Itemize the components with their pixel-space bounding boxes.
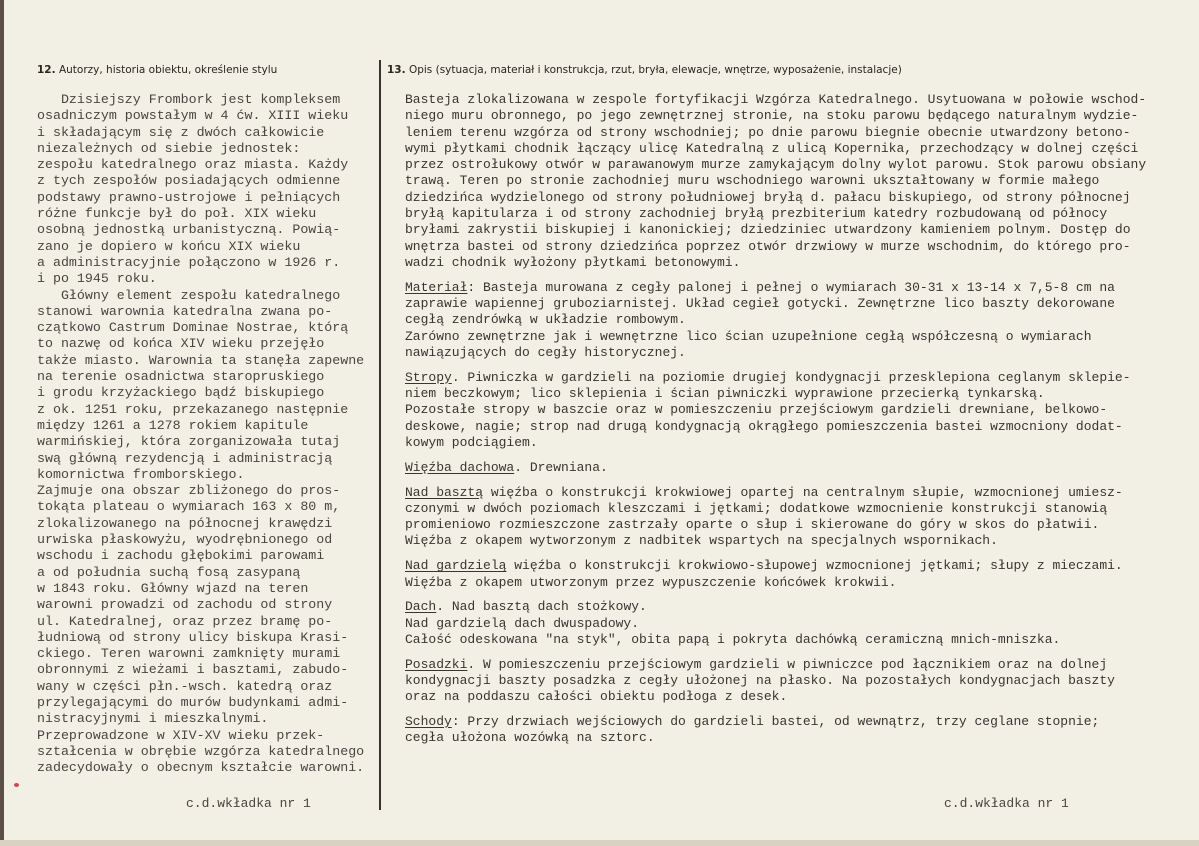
text-line: dziedzińca wydzielonego od strony południowej bryłą d. pałacu biskupiego, od strony północnej	[405, 189, 1131, 205]
text-line: Całość odeskowana "na styk", obita papą i pokryta dachówką ceramiczną mnich-mniszka.	[405, 631, 1061, 647]
text-fragment: : Basteja murowana z cegły palonej i pełnej o wymiarach 30-31 x 13-14 x 7,5-8 cm na	[467, 279, 1115, 295]
paragraph-heading: Stropy	[405, 369, 452, 385]
section-13-title: Opis (sytuacja, materiał i konstrukcja, rzut, bryła, elewacje, wnętrze, wyposażenie, instalacje)	[408, 64, 902, 76]
paragraph-heading: Nad gardzielą	[405, 558, 507, 574]
text-line: a od południa suchą fosą zasypaną	[37, 564, 301, 580]
description-paragraph	[405, 460, 1146, 476]
text-line: kondygnacji baszty posadzka z cegły ułożonej na płasko. Na pozostałych kondygnacjach baszty	[405, 673, 1115, 688]
text-line: swą główną rezydencją i administracją	[37, 450, 333, 466]
text-line: komornictwa fromborskiego.	[37, 466, 245, 482]
section-12-header	[37, 64, 277, 76]
text-line: zlokalizowanego na północnej krawędzi	[37, 515, 333, 531]
text-line: wadzi chodnik wyłożony płytkami betonowymi.	[405, 254, 741, 270]
text-line: warmińskiej, która zorganizowała tutaj	[37, 434, 341, 450]
text-line: ształcenia w obrębie wzgórza katedralnego	[37, 743, 365, 759]
text-line	[405, 485, 1146, 501]
text-line: wnętrza bastei od strony dziedzińca poprzez otwór drzwiowy w murze wschodnim, do którego pro-	[405, 238, 1131, 254]
description-paragraph	[405, 485, 1146, 550]
column-divider	[379, 60, 381, 810]
text-line: wany w części płn.-wsch. katedrą oraz	[37, 678, 333, 694]
text-line: obronnymi z wieżami i basztami, zabudo-	[37, 662, 349, 678]
description-paragraph	[405, 657, 1146, 706]
paragraph-heading: Nad basztą	[405, 484, 484, 500]
paragraph-heading: Dach	[405, 599, 437, 615]
text-line: ul. Katedralnej, oraz przez bramę po-	[37, 613, 333, 629]
text-line	[405, 280, 1146, 296]
text-line: urwiska płaskowyżu, wyodrębnionego od	[37, 532, 333, 548]
text-line: łudniową od strony ulicy biskupa Krasi-	[37, 629, 349, 645]
text-line: trawą. Teren po stronie zachodniej muru wschodniego warowni ukształtowany w formie małego	[405, 173, 1100, 189]
text-line: zadecydowały o obecnym kształcie warowni.	[37, 760, 365, 776]
text-line: nawiązujących do cegły historycznej.	[405, 344, 686, 360]
text-line: niego muru obronnego, po jego zewnętrznej stronie, na stoku parowu będącego naturalnym wydzie-	[405, 108, 1139, 124]
text-line: oraz na poddaszu całości obiektu podłoga z desek.	[405, 689, 788, 705]
description-paragraph	[405, 280, 1146, 361]
description-paragraph	[405, 558, 1146, 591]
text-line: warowni prowadzi od zachodu od strony	[37, 597, 333, 613]
text-line: promieniowo rozmieszczone zastrzały oparte o słup i skierowane do góry w skos do płatwii.	[405, 517, 1100, 533]
text-line: kowym podciągiem.	[405, 434, 538, 450]
text-line: zespołu katedralnego oraz miasta. Każdy	[37, 157, 349, 173]
text-line: osadniczym powstałym w 4 ćw. XIII wieku	[37, 108, 349, 124]
text-fragment: więźba o konstrukcji krokwiowej opartej na centralnym słupie, wzmocnionej umiesz-	[483, 484, 1123, 500]
text-line: bryłami zakrystii biskupiej i kanonickiej; dziedziniec utwardzony kamieniem polnym. Dostęp do	[405, 222, 1131, 238]
text-line: także miasto. Warownia ta stanęła zapewne	[37, 352, 365, 368]
text-line: wymi płytkami chodnik łączący ulicę Katedralną z ulicą Kopernika, przechodzący w dolnej części	[405, 140, 1139, 156]
text-line: czonymi w dwóch poziomach kleszczami i jętkami; dodatkowe wzmocnienie konstrukcji stanowią	[405, 500, 1108, 516]
text-line: tokąta plateau o wymiarach 163 x 80 m,	[37, 499, 341, 515]
text-line: zaprawie wapiennej gruboziarnistej. Układ cegieł gotycki. Zewnętrzne lico baszty dekorowane	[405, 296, 1115, 312]
text-line	[405, 370, 1146, 386]
text-line	[405, 460, 1146, 476]
paragraph-heading: Materiał	[405, 279, 468, 295]
text-line: Zajmuje ona obszar zbliżonego do pros-	[37, 483, 341, 499]
text-line: Główny element zespołu katedralnego	[37, 287, 341, 303]
text-line: osobną jednostką urbanistyczną. Powią-	[37, 222, 341, 238]
text-line: w 1843 roku. Główny wjazd na teren	[37, 580, 309, 596]
text-line: różne funkcje był do poł. XIX wieku	[37, 206, 317, 222]
text-line	[405, 599, 1146, 615]
text-line: Dzisiejszy Frombork jest kompleksem	[37, 92, 341, 107]
description-paragraph	[405, 599, 1146, 648]
text-line: Więźba z okapem utworzonym przez wypuszczenie końcówek krokwii.	[405, 574, 897, 590]
text-fragment: więźba o konstrukcji krokwiowo-słupowej wzmocnionej jętkami; słupy z mieczami.	[506, 558, 1123, 574]
text-line: nistracyjnymi i mieszkalnymi.	[37, 711, 269, 727]
text-line: ckiego. Teren warowni zamknięty murami	[37, 646, 341, 662]
text-line	[405, 714, 1146, 730]
text-line: przez ostrołukowy otwór w parawanowym murze zamykającym dolny wylot parowu. Stok parowu obsiany	[405, 157, 1147, 173]
text-line: z tych zespołów posiadających odmienne	[37, 173, 341, 189]
text-line: Więźba z okapem wytworzonym z nadbitek wspartych na specjalnych wspornikach.	[405, 533, 998, 549]
text-line: z ok. 1251 roku, przekazanego następnie	[37, 401, 349, 417]
text-line	[405, 558, 1146, 574]
red-mark	[14, 783, 19, 787]
text-line: Pozostałe stropy w baszcie oraz w pomieszczeniu przejściowym gardzieli drewniane, belkowo-	[405, 402, 1108, 418]
scan-edge-bottom	[0, 840, 1199, 846]
text-fragment: . Nad basztą dach stożkowy.	[436, 599, 647, 615]
text-line: Przeprowadzone w XIV-XV wieku przek-	[37, 727, 325, 743]
text-line: cegłą zendrówką w układzie rombowym.	[405, 312, 686, 328]
description-paragraph	[405, 370, 1146, 451]
description-paragraph	[405, 714, 1146, 747]
text-fragment: . Piwniczka w gardzieli na poziomie drugiej kondygnacji przesklepiona ceglanym sklepie-	[451, 369, 1131, 385]
text-line: stanowi warownia katedralna zwana po-	[37, 303, 333, 319]
text-line: a administracyjnie połączono w 1926 r.	[37, 254, 341, 270]
section-12-number: 12.	[37, 64, 56, 76]
text-fragment: : Przy drzwiach wejściowych do gardzieli bastei, od wewnątrz, trzy ceglane stopnie;	[451, 714, 1100, 730]
right-continuation-note: c.d.wkładka nr 1	[944, 796, 1069, 811]
scan-edge-left	[0, 0, 4, 846]
section-13-number: 13.	[387, 64, 406, 76]
text-line: między 1261 a 1278 rokiem kapitule	[37, 417, 309, 433]
text-line: to nazwę od końca XIV wieku przejęło	[37, 336, 325, 352]
text-line: Zarówno zewnętrzne jak i wewnętrzne lico ścian uzupełnione cegłą współczesną o wymiarach	[405, 328, 1092, 344]
text-line: i po 1945 roku.	[37, 271, 157, 287]
text-line	[405, 92, 1146, 108]
text-line: podstawy prawno-ustrojowe i pełniących	[37, 189, 341, 205]
text-fragment: . Drewniana.	[514, 459, 608, 475]
text-line: i grodu krzyżackiego bądź biskupiego	[37, 385, 325, 401]
text-line: przylegającymi do murów budynkami admi-	[37, 694, 349, 710]
description-text	[405, 92, 1146, 755]
text-line: wschodu i zachodu głębokimi parowami	[37, 548, 325, 564]
history-text	[37, 92, 364, 776]
text-line: niezależnych od siebie jednostek:	[37, 140, 301, 156]
text-line: Nad gardzielą dach dwuspadowy.	[405, 615, 640, 631]
section-13-header	[387, 64, 902, 76]
description-paragraph	[405, 92, 1146, 271]
text-line: niem beczkowym; lico sklepienia i ścian piwniczki wyprawione przecierką tynkarską.	[405, 386, 1045, 402]
text-line: deskowe, nagie; strop nad drugą kondygnacją okrągłego pomieszczenia bastei wzmocniony dodat-	[405, 418, 1123, 434]
left-continuation-note: c.d.wkładka nr 1	[186, 796, 311, 811]
paragraph-heading: Więźba dachowa	[405, 459, 515, 475]
text-line: leniem terenu wzgórza od strony wschodniej; po dnie parowu biegnie obecnie utwardzony betono-	[405, 124, 1131, 140]
text-line: czątkowo Castrum Dominae Nostrae, którą	[37, 320, 349, 336]
text-line: bryłą kapitularza i od strony zachodniej bryłą prezbiterium katedry rozbudowaną od północy	[405, 206, 1108, 222]
paragraph-heading: Posadzki	[405, 656, 468, 672]
text-line: cegła ułożona wozówką na sztorc.	[405, 730, 655, 746]
text-fragment: Basteja zlokalizowana w zespole fortyfikacji Wzgórza Katedralnego. Usytuowana w połowie wschod-	[405, 92, 1147, 107]
text-fragment: . W pomieszczeniu przejściowym gardzieli w piwniczce pod łącznikiem oraz na dolnej	[467, 656, 1108, 672]
paragraph-heading: Schody	[405, 714, 452, 730]
text-line	[405, 657, 1146, 673]
text-line: na terenie osadnictwa staropruskiego	[37, 369, 325, 385]
text-line: i składającym się z dwóch całkowicie	[37, 124, 325, 140]
text-line: zano je dopiero w końcu XIX wieku	[37, 238, 301, 254]
section-12-title: Autorzy, historia obiektu, określenie stylu	[58, 64, 278, 76]
